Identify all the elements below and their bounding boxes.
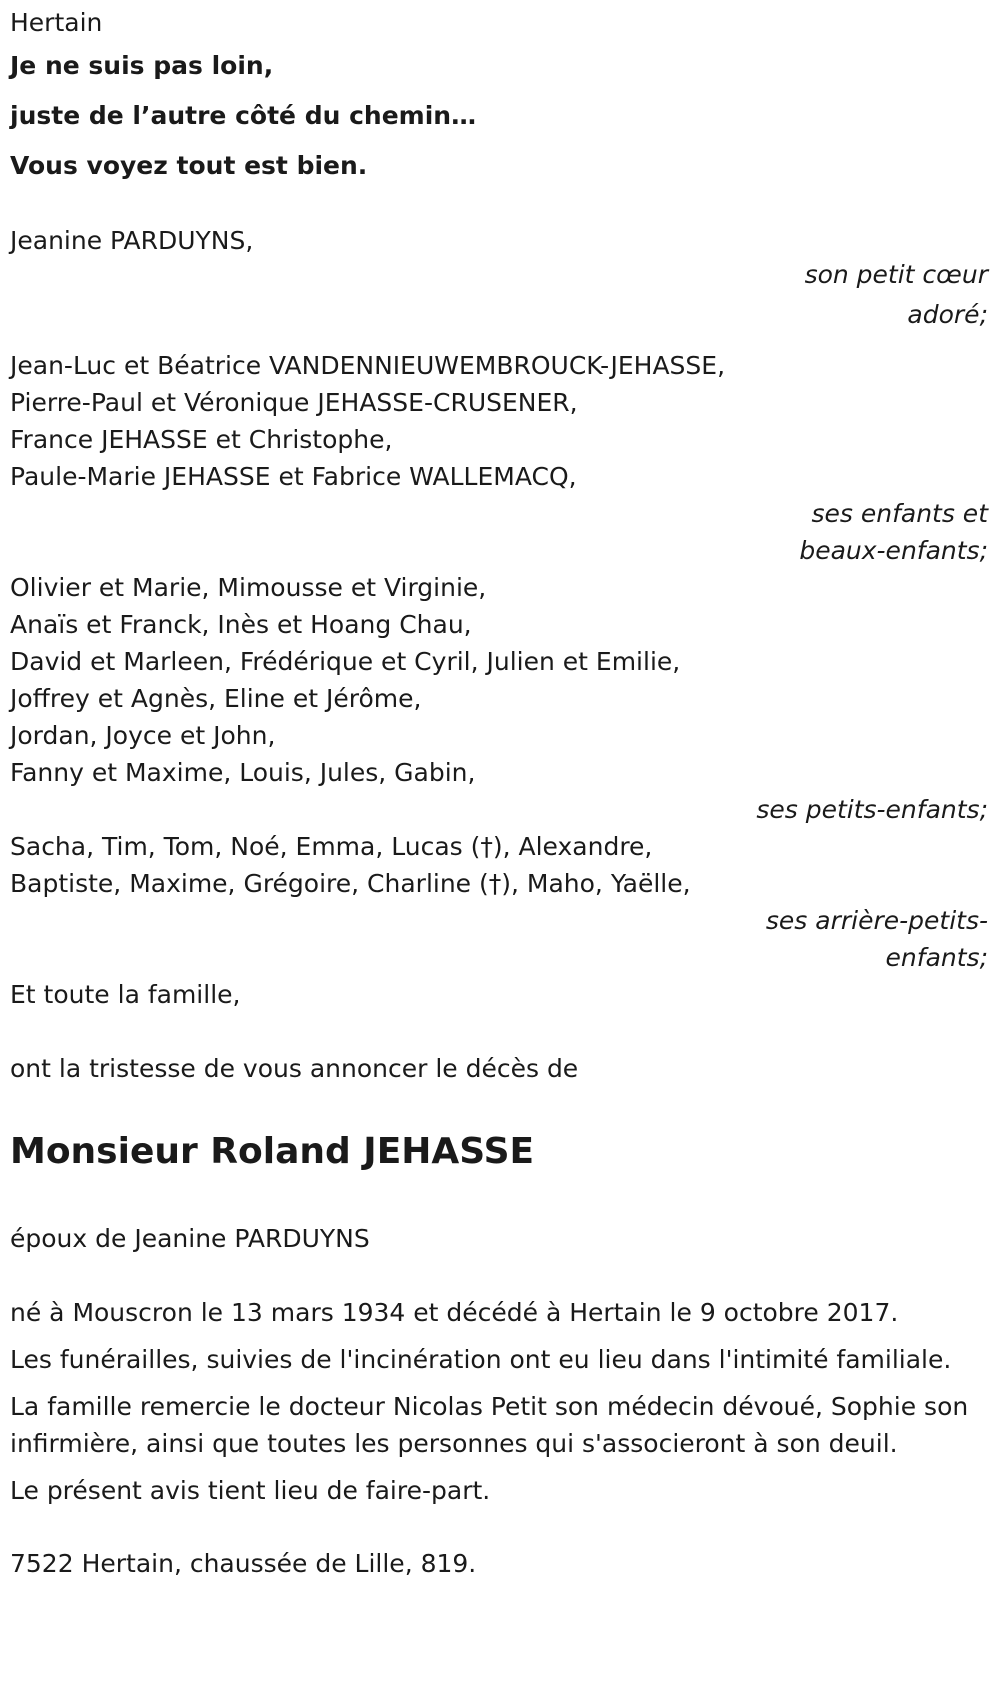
funeral-paragraph: Les funérailles, suivies de l'incinération ont eu lieu dans l'intimité familiale. (10, 1345, 952, 1374)
family-name-line: Paule-Marie JEHASSE et Fabrice WALLEMACQ, (10, 462, 577, 491)
family-name-line: Jeanine PARDUYNS, (10, 226, 254, 255)
family-grandchildren (10, 569, 990, 828)
family-name-line: Fanny et Maxime, Louis, Jules, Gabin, (10, 758, 476, 787)
family-name-line: Sacha, Tim, Tom, Noé, Emma, Lucas (†), Alexandre, (10, 832, 653, 861)
deceased-name: Monsieur Roland JEHASSE (10, 1131, 535, 1172)
relation-label: ses petits-enfants; (756, 795, 988, 824)
family-name-line: Anaïs et Franck, Inès et Hoang Chau, (10, 610, 472, 639)
family-name-line: Jordan, Joyce et John, (10, 721, 276, 750)
header-place: Hertain (10, 8, 103, 37)
birth-death-line: né à Mouscron le 13 mars 1934 et décédé à Hertain le 9 octobre 2017. (10, 1298, 899, 1327)
obituary-notice (10, 5, 990, 1582)
family-name-line: Baptiste, Maxime, Grégoire, Charline (†), Maho, Yaëlle, (10, 869, 691, 898)
family-spouse (10, 221, 990, 335)
family-name-line: Olivier et Marie, Mimousse et Virginie, (10, 573, 487, 602)
poem-line: juste de l’autre côté du chemin… (10, 101, 477, 130)
family-name-line: Joffrey et Agnès, Eline et Jérôme, (10, 684, 422, 713)
family-rest: Et toute la famille, (10, 980, 241, 1009)
relation-label: adoré; (907, 300, 988, 329)
deceased-spouse-line: époux de Jeanine PARDUYNS (10, 1224, 370, 1253)
relation-label: ses arrière-petits- (765, 906, 988, 935)
thanks-paragraph: La famille remercie le docteur Nicolas Petit son médecin dévoué, Sophie son infirmière, ainsi que toutes les personnes qui s'associeront à son deuil. (10, 1392, 969, 1458)
announcement-text: ont la tristesse de vous annoncer le décès de (10, 1054, 579, 1083)
relation-label: enfants; (885, 943, 988, 972)
family-name-line: France JEHASSE et Christophe, (10, 425, 393, 454)
family-name-line: Jean-Luc et Béatrice VANDENNIEUWEMBROUCK-JEHASSE, (10, 351, 726, 380)
family-name-line: Pierre-Paul et Véronique JEHASSE-CRUSENER, (10, 388, 578, 417)
relation-label: ses enfants et (811, 499, 988, 528)
relation-label: son petit cœur (804, 260, 988, 289)
family-name-line: David et Marleen, Frédérique et Cyril, Julien et Emilie, (10, 647, 681, 676)
notice-paragraph: Le présent avis tient lieu de faire-part. (10, 1476, 491, 1505)
poem (10, 41, 990, 191)
poem-line: Vous voyez tout est bien. (10, 151, 368, 180)
family-great-grandchildren (10, 828, 990, 976)
family-children (10, 347, 990, 569)
address-line: 7522 Hertain, chaussée de Lille, 819. (10, 1549, 477, 1578)
relation-label: beaux-enfants; (799, 536, 988, 565)
poem-line: Je ne suis pas loin, (10, 51, 274, 80)
